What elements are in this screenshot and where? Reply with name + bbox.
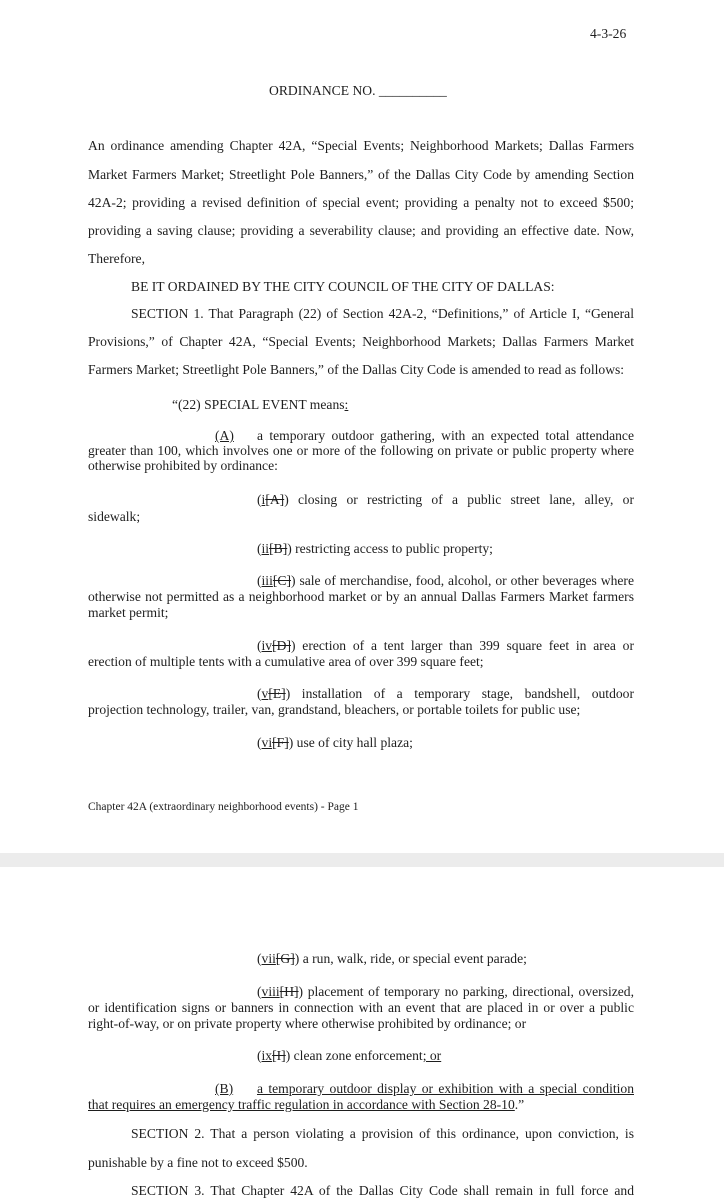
section-2-line: punishable by a fine not to exceed $500. bbox=[88, 1155, 308, 1170]
subparagraph-a-line: otherwise prohibited by ordinance: bbox=[88, 458, 278, 473]
inserted-text: v bbox=[261, 686, 269, 701]
item-iv-continuation: erection of multiple tents with a cumulative area of over 399 square feet; bbox=[88, 654, 484, 669]
deleted-text: [D] bbox=[272, 638, 291, 653]
intro-line: Market Farmers Market; Streetlight Pole Banners,” of the Dallas City Code by amending Section bbox=[88, 167, 634, 182]
item-vi: (vi[F]) use of city hall plaza; bbox=[257, 735, 413, 750]
inserted-text: : bbox=[344, 397, 349, 412]
item-iii: (iii[C]) sale of merchandise, food, alcohol, or other beverages where bbox=[257, 573, 634, 588]
subparagraph-b-line: that requires an emergency traffic regulation in accordance with Section 28-10.” bbox=[88, 1097, 525, 1112]
document-page-2 bbox=[0, 867, 724, 1200]
inserted-text: ; or bbox=[422, 1048, 442, 1063]
item-ix: (ix[I]) clean zone enforcement; or bbox=[257, 1048, 442, 1063]
page-label: 4-3-26 bbox=[590, 26, 627, 41]
subparagraph-b-line bbox=[257, 1080, 634, 1097]
item-iii-continuation: market permit; bbox=[88, 605, 169, 620]
section-1-line: SECTION 1. That Paragraph (22) of Section 42A-2, “Definitions,” of Article I, “General bbox=[131, 306, 634, 321]
item-i: (i[A]) closing or restricting of a public street lane, alley, or bbox=[257, 492, 634, 507]
subparagraph-a-line: greater than 100, which involves one or more of the following on private or public property where bbox=[88, 443, 634, 458]
inserted-text: that requires an emergency traffic regulation in accordance with Section 28-10 bbox=[88, 1097, 515, 1112]
inserted-text: vii bbox=[261, 951, 276, 966]
section-1-line: Provisions,” of Chapter 42A, “Special Events; Neighborhood Markets; Dallas Farmers Market bbox=[88, 334, 634, 349]
section-3-line: SECTION 3. That Chapter 42A of the Dallas City Code shall remain in full force and bbox=[131, 1183, 634, 1198]
item-v: (v[E]) installation of a temporary stage, bandshell, outdoor bbox=[257, 686, 634, 701]
item-iv: (iv[D]) erection of a tent larger than 399 square feet in area or bbox=[257, 638, 634, 653]
section-2-line: SECTION 2. That a person violating a provision of this ordinance, upon conviction, is bbox=[131, 1126, 634, 1141]
deleted-text: [H] bbox=[279, 984, 299, 999]
section-1-line: Farmers Market; Streetlight Pole Banners,” of the Dallas City Code is amended to read as follows: bbox=[88, 362, 625, 377]
item-viii-continuation: right-of-way, or on private property where otherwise prohibited by ordinance; or bbox=[88, 1016, 527, 1031]
inserted-text: viii bbox=[261, 984, 280, 999]
page-footer: Chapter 42A (extraordinary neighborhood events) - Page 1 bbox=[88, 801, 359, 813]
inserted-text: a temporary outdoor display or exhibition with a special condition bbox=[257, 1081, 634, 1096]
inserted-text: iv bbox=[261, 638, 273, 653]
inserted-text: vi bbox=[261, 735, 273, 750]
inserted-text: iii bbox=[261, 573, 273, 588]
subparagraph-a-label: (A) bbox=[215, 428, 234, 443]
inserted-text: i bbox=[261, 492, 266, 507]
intro-line: An ordinance amending Chapter 42A, “Special Events; Neighborhood Markets; Dallas Farmers bbox=[88, 138, 634, 153]
deleted-text: [C] bbox=[272, 573, 291, 588]
deleted-text: [E] bbox=[268, 686, 286, 701]
deleted-text: [G] bbox=[275, 951, 295, 966]
intro-line: 42A-2; providing a revised definition of special event; providing a penalty not to exceed $500; bbox=[88, 195, 634, 210]
intro-line: providing a saving clause; providing a severability clause; and providing an effective date. Now, bbox=[88, 223, 634, 238]
item-v-continuation: projection technology, trailer, van, grandstand, bleachers, or portable toilets for public use; bbox=[88, 702, 581, 717]
subparagraph-b-label: (B) bbox=[215, 1081, 234, 1096]
item-iii-continuation: otherwise not permitted as a neighborhood market or by an annual Dallas Farmers Market farmers bbox=[88, 589, 634, 604]
deleted-text: [I] bbox=[272, 1048, 286, 1063]
item-viii-continuation: or identification signs or banners in connection with an event that are placed in or over a public bbox=[88, 1000, 634, 1015]
ordained-clause: BE IT ORDAINED BY THE CITY COUNCIL OF THE CITY OF DALLAS: bbox=[131, 279, 555, 294]
deleted-text: [F] bbox=[272, 735, 289, 750]
item-i-continuation: sidewalk; bbox=[88, 509, 141, 524]
definition-heading: “(22) SPECIAL EVENT means: bbox=[172, 397, 349, 412]
intro-line: Therefore, bbox=[88, 251, 145, 266]
item-vii: (vii[G]) a run, walk, ride, or special event parade; bbox=[257, 951, 527, 966]
item-viii: (viii[H]) placement of temporary no parking, directional, oversized, bbox=[257, 984, 634, 999]
subparagraph-a-line: a temporary outdoor gathering, with an expected total attendance bbox=[257, 428, 634, 443]
ordinance-title: ORDINANCE NO. __________ bbox=[269, 83, 447, 98]
deleted-text: [B] bbox=[269, 541, 288, 556]
inserted-text: ii bbox=[261, 541, 270, 556]
inserted-text: ix bbox=[261, 1048, 273, 1063]
item-ii: (ii[B]) restricting access to public property; bbox=[257, 541, 493, 556]
deleted-text: [A] bbox=[265, 492, 285, 507]
